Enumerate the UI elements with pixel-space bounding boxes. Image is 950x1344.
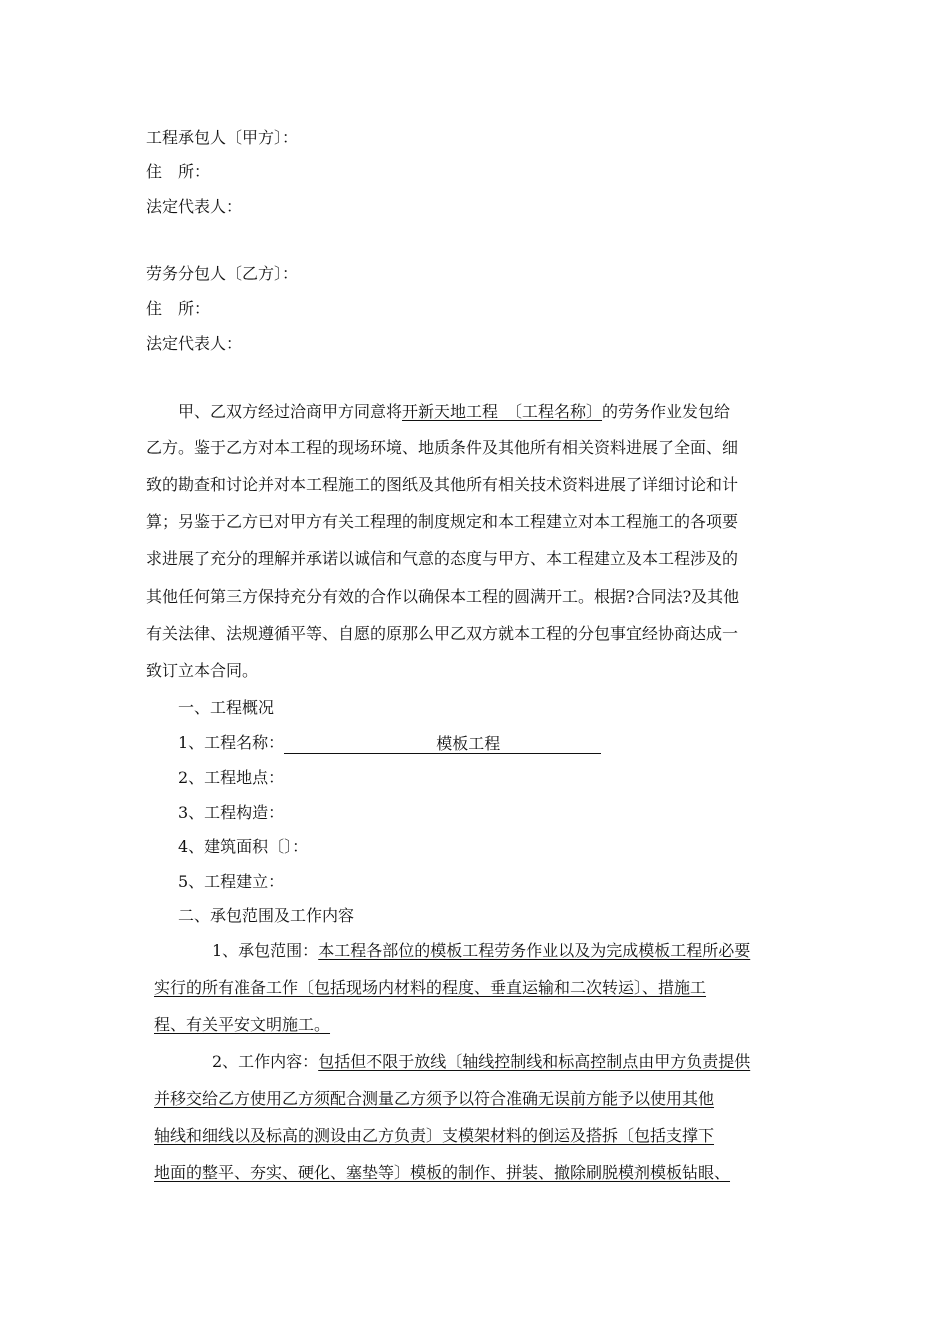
project-location: 2、工程地点： [178,768,285,787]
preamble-line: 致订立本合同。 [146,661,259,680]
project-name-underlined: 开新天地工程 〔工程名称〕 [402,402,603,421]
section-2-title: 二、承包范围及工作内容 [178,906,355,925]
preamble-line: 求进展了充分的理解并承诺以诚信和气意的态度与甲方、本工程建立及本工程涉及的 [146,549,739,568]
preamble-line: 致的勘查和讨论并对本工程施工的图纸及其他所有相关技术资料进展了详细讨论和计 [146,475,739,494]
party-a-label: 工程承包人〔甲方〕： [146,128,299,147]
project-name-blank [284,733,601,754]
preamble-line: 乙方。鉴于乙方对本工程的现场环境、地质条件及其他所有相关资料进展了全面、细 [146,438,739,457]
project-builder: 5、工程建立： [178,872,285,891]
work-content-line: 地面的整平、夯实、硬化、塞垫等〕模板的制作、拼装、撤除刷脱模剂模板钻眼、 [154,1163,731,1182]
scope-first-line [212,940,750,962]
party-b-representative: 法定代表人： [146,334,243,353]
party-b-address: 住 所： [146,299,211,318]
work-content-line: 轴线和细线以及标高的测设由乙方负责〕支模架材料的倒运及搭拆〔包括支撑下 [154,1126,715,1145]
scope-line: 程、有关平安文明施工。 [154,1015,331,1034]
scope-line: 实行的所有准备工作〔包括现场内材料的程度、垂直运输和二次转运〕、措施工 [154,978,707,997]
preamble-first-line [178,401,730,423]
project-name-value: 模板工程 [436,734,501,753]
preamble-suffix: 的劳务作业发包给 [602,402,731,421]
project-name-label: 1、工程名称： [178,733,285,752]
party-a-representative: 法定代表人： [146,197,243,216]
section-1-title: 一、工程概况 [178,698,275,717]
work-content-first-line [212,1051,750,1073]
work-content-label: 2、工作内容： [212,1052,319,1071]
party-b-label: 劳务分包人〔乙方〕： [146,264,299,283]
preamble-prefix: 甲、乙双方经过洽商甲方同意将 [178,402,403,421]
preamble-line: 其他任何第三方保持充分有效的合作以确保本工程的圆满开工。根据?合同法?及其他 [146,587,740,606]
scope-label: 1、承包范围： [212,941,319,960]
work-content-line: 并移交给乙方使用乙方须配合测量乙方须予以符合准确无误前方能予以使用其他 [154,1089,715,1108]
building-area: 4、建筑面积〔〕： [178,837,309,856]
preamble-line: 有关法律、法规遵循平等、自愿的原那么甲乙双方就本工程的分包事宜经协商达成一 [146,624,739,643]
party-a-address: 住 所： [146,162,211,181]
preamble-line: 算；另鉴于乙方已对甲方有关工程理的制度规定和本工程建立对本工程施工的各项要 [146,512,739,531]
work-content-text: 包括但不限于放线〔轴线控制线和标高控制点由甲方负责提供 [318,1052,751,1071]
project-structure: 3、工程构造： [178,803,285,822]
project-name-row [178,732,601,754]
scope-text: 本工程各部位的模板工程劳务作业以及为完成模板工程所必要 [318,941,751,960]
